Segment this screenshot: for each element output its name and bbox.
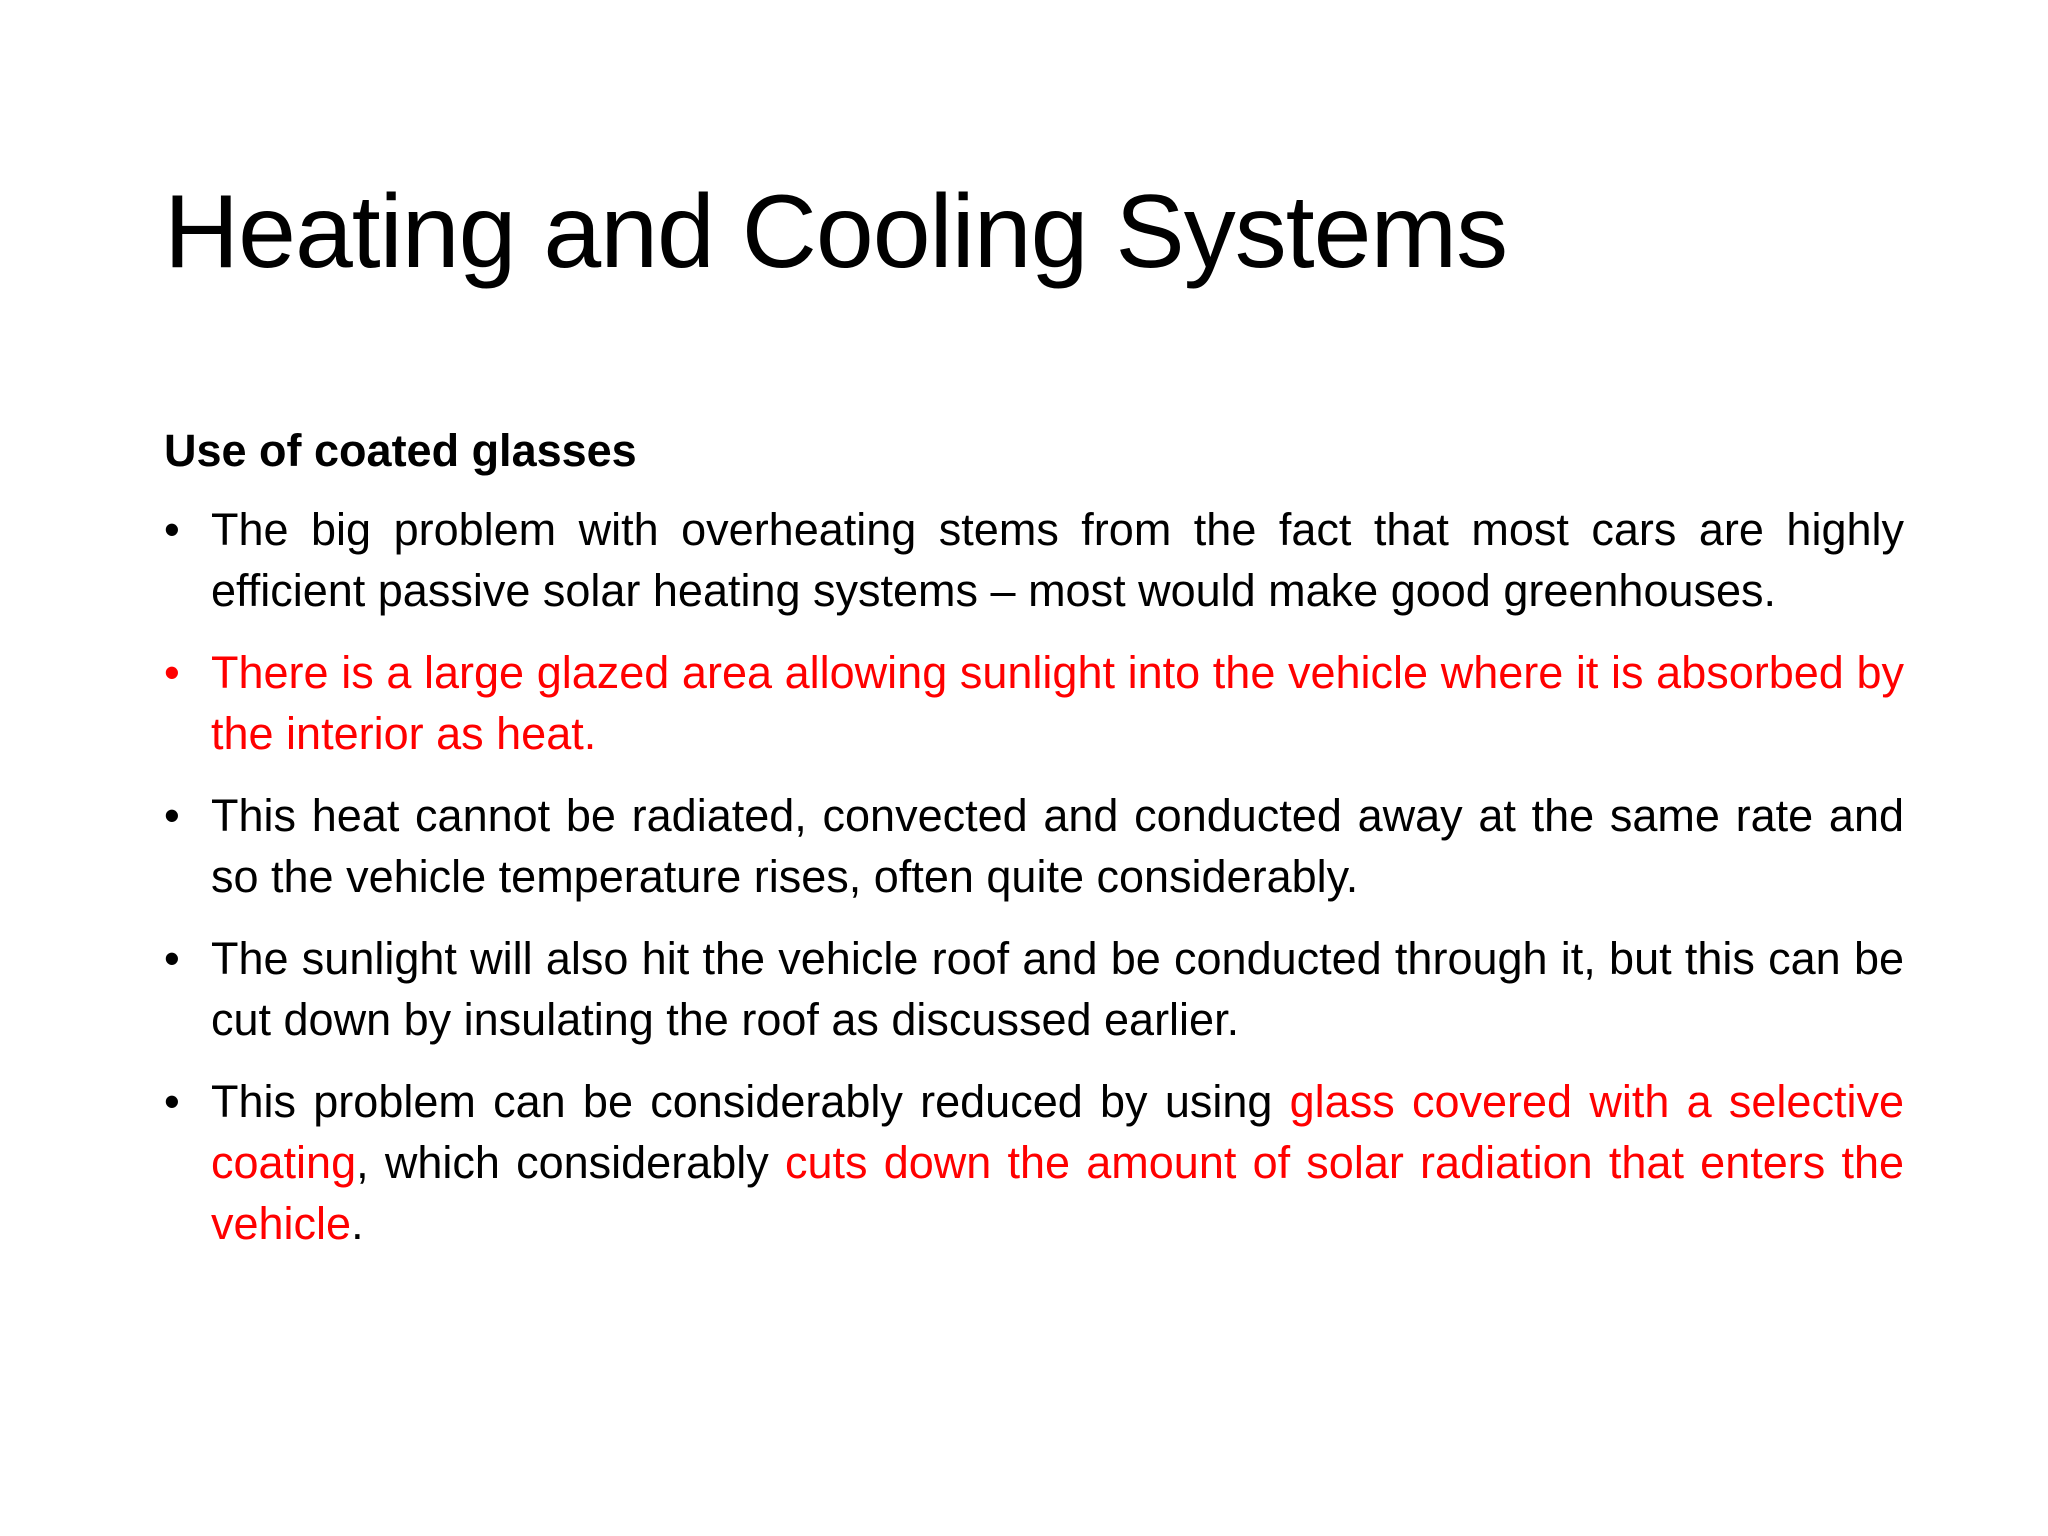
slide-title: Heating and Cooling Systems bbox=[164, 174, 1508, 290]
bullet-text: This heat cannot be radiated, convected and conducted away at the same rate and so the vehicle temperature rises, often quite considerably. bbox=[211, 790, 1904, 902]
bullet-segment: This problem can be considerably reduced by using bbox=[211, 1076, 1290, 1127]
bullet-item-1 bbox=[164, 499, 1904, 621]
bullet-segment: , which considerably bbox=[356, 1137, 785, 1188]
bullet-dot-icon: • bbox=[164, 504, 180, 555]
slide-content bbox=[164, 420, 1904, 1275]
subheading: Use of coated glasses bbox=[164, 425, 637, 476]
bullet-segment: . bbox=[351, 1198, 364, 1249]
bullet-dot-icon: • bbox=[164, 1076, 180, 1127]
bullet-dot-icon: • bbox=[164, 933, 180, 984]
bullet-item-5 bbox=[164, 1071, 1904, 1254]
bullet-text: The big problem with overheating stems from the fact that most cars are highly efficient passive solar heating systems – most would make good greenhouses. bbox=[211, 504, 1904, 616]
bullet-item-4 bbox=[164, 928, 1904, 1050]
bullet-item-3 bbox=[164, 785, 1904, 907]
bullet-list bbox=[164, 499, 1904, 1254]
bullet-text: The sunlight will also hit the vehicle roof and be conducted through it, but this can be cut down by insulating the roof as discussed earlier. bbox=[211, 933, 1904, 1045]
bullet-text bbox=[211, 1071, 1904, 1254]
highlighted-phrase: glass covered with a selective coating bbox=[211, 1076, 1904, 1188]
bullet-dot-icon: • bbox=[164, 790, 180, 841]
bullet-text: There is a large glazed area allowing sunlight into the vehicle where it is absorbed by the interior as heat. bbox=[211, 647, 1904, 759]
bullet-item-2 bbox=[164, 642, 1904, 764]
highlighted-phrase: cuts down the amount of solar radiation that enters the vehicle bbox=[211, 1137, 1904, 1249]
bullet-dot-icon: • bbox=[164, 647, 180, 698]
